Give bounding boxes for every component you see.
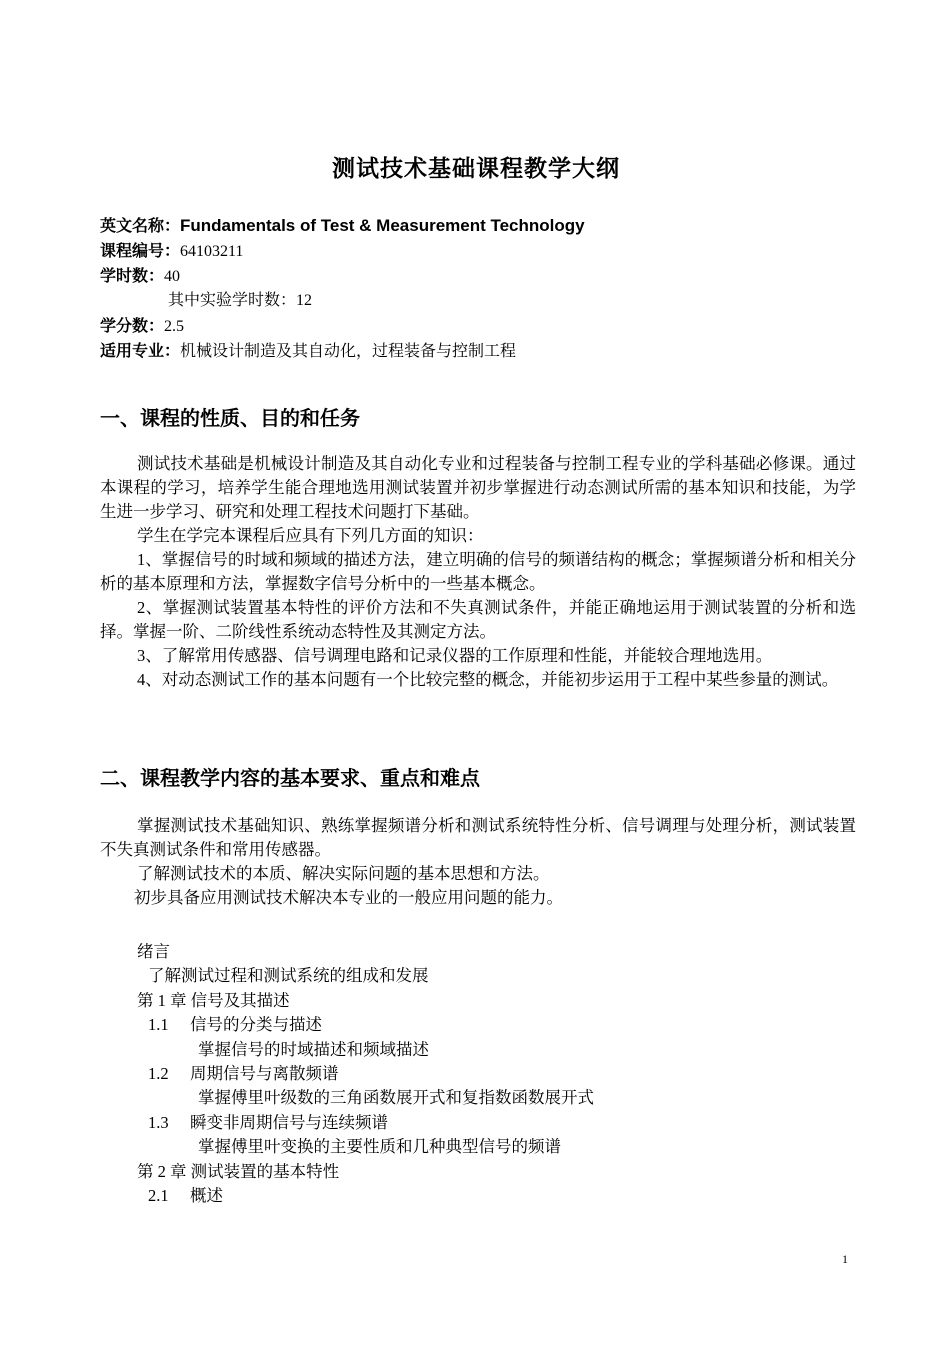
section1-paragraph: 4、对动态测试工作的基本问题有一个比较完整的概念，并能初步运用于工程中某些参量的测试。 [137,670,839,689]
outline-intro-desc: 了解测试过程和测试系统的组成和发展 [148,966,429,986]
page-number: 1 [842,1252,848,1266]
section2-body [100,814,856,910]
section1-paragraph: 3、了解常用传感器、信号调理电路和记录仪器的工作原理和性能，并能较合理地选用。 [137,646,773,665]
section-number: 1.2 [148,1063,169,1083]
hours-value: 40 [164,268,181,285]
english-name-label: 英文名称： [100,216,181,235]
outline-section-1-1 [100,1013,856,1037]
section-number: 1.3 [148,1112,169,1132]
credits-label: 学分数： [100,316,165,335]
outline-intro-title: 绪言 [137,942,170,961]
section1-body [100,452,856,692]
section-title: 概述 [190,1185,223,1205]
course-code-value: 64103211 [180,243,244,260]
section2-paragraph: 掌握测试技术基础知识、熟练掌握频谱分析和测试系统特性分析、信号调理与处理分析，测试装置不失真测试条件和常用传感器。 [100,816,856,859]
outline-chapter1-title: 第 1 章 信号及其描述 [137,990,290,1010]
majors-value: 机械设计制造及其自动化，过程装备与控制工程 [180,343,517,360]
section-number: 1.1 [148,1015,169,1035]
english-name-row [100,213,860,238]
course-code-label: 课程编号： [100,241,181,260]
section-number: 2.1 [148,1185,169,1205]
outline-section-1-1-desc: 掌握信号的时域描述和频域描述 [198,1039,429,1059]
credits-row [100,313,860,338]
section2-heading: 二、课程教学内容的基本要求、重点和难点 [100,766,480,790]
section-title: 瞬变非周期信号与连续频谱 [190,1112,388,1132]
majors-row [100,338,860,363]
section1-paragraph: 测试技术基础是机械设计制造及其自动化专业和过程装备与控制工程专业的学科基础必修课。通过本课程的学习，培养学生能合理地选用测试装置并初步掌握进行动态测试所需的基本知识和技能，为学生进一步学习、研究和处理工程技术问题打下基础。 [100,454,856,521]
hours-label: 学时数： [100,266,165,285]
section-title: 周期信号与离散频谱 [190,1063,339,1083]
course-code-row [100,238,860,263]
outline-section-1-2 [100,1062,856,1086]
hours-row [100,263,860,288]
section1-paragraph: 2、掌握测试装置基本特性的评价方法和不失真测试条件，并能正确地运用于测试装置的分析和选择。掌握一阶、二阶线性系统动态特性及其测定方法。 [100,598,856,641]
outline-section-1-3 [100,1111,856,1135]
lab-hours-text: 其中实验学时数：12 [168,292,313,309]
outline-section-1-3-desc: 掌握傅里叶变换的主要性质和几种典型信号的频谱 [198,1137,561,1157]
english-name-value: Fundamentals of Test & Measurement Technology [180,216,585,235]
majors-label: 适用专业： [100,341,181,360]
section1-paragraph: 1、掌握信号的时域和频域的描述方法，建立明确的信号的频谱结构的概念；掌握频谱分析和相关分析的基本原理和方法，掌握数字信号分析中的一些基本概念。 [100,550,856,593]
course-meta [100,213,860,363]
course-outline [100,940,856,1208]
section1-paragraph: 学生在学完本课程后应具有下列几方面的知识： [137,526,484,545]
lab-hours-row [100,288,860,313]
outline-chapter2-title: 第 2 章 测试装置的基本特性 [137,1161,340,1181]
section2-ability-line: 初步具备应用测试技术解决本专业的一般应用问题的能力。 [134,888,563,907]
outline-section-1-2-desc: 掌握傅里叶级数的三角函数展开式和复指数函数展开式 [198,1088,594,1108]
section-title: 信号的分类与描述 [190,1015,322,1035]
document-title: 测试技术基础课程教学大纲 [332,156,620,182]
credits-value: 2.5 [164,318,185,335]
section2-understand-line: 了解测试技术的本质、解决实际问题的基本思想和方法。 [137,864,550,883]
section1-heading: 一、课程的性质、目的和任务 [100,406,360,430]
outline-section-2-1 [100,1184,856,1208]
